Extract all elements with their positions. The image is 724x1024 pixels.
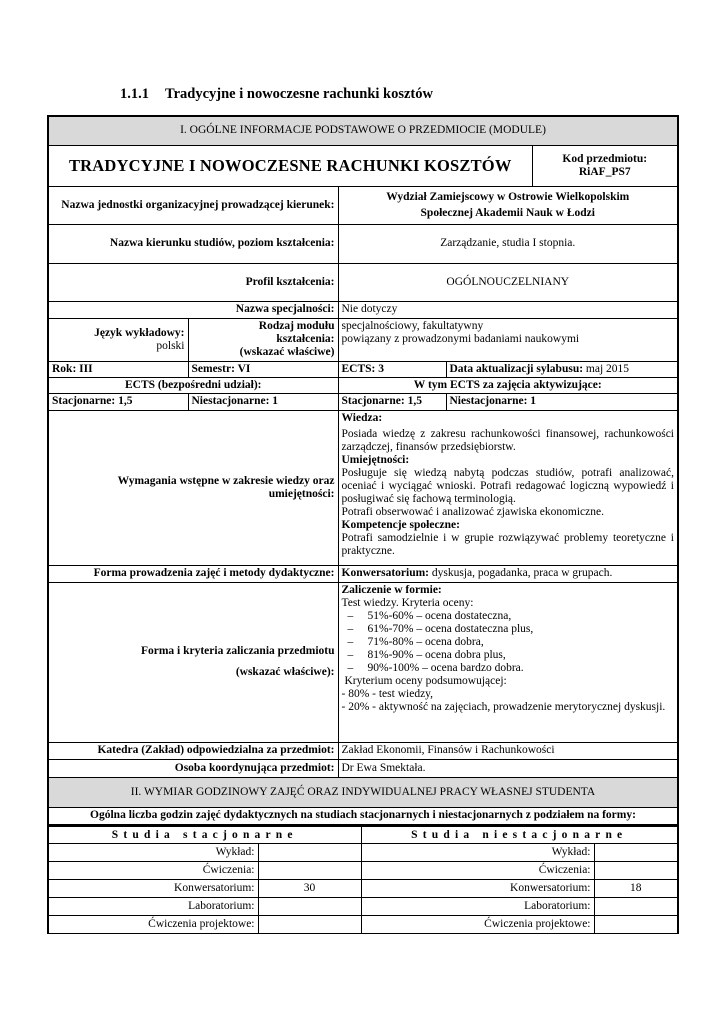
course-code-value: RiAF_PS7 — [578, 165, 631, 178]
ects-direct-stac: Stacjonarne: 1,5 — [48, 393, 188, 410]
module-type-value-line2: powiązany z prowadzonymi badaniami naukowymi — [341, 332, 580, 345]
language-label: Język wykładowy: — [94, 326, 185, 339]
hours-label-niestac: Ćwiczenia projektowe: — [361, 916, 594, 934]
year: Rok: III — [48, 361, 188, 377]
syllabus-table-wrapper — [47, 115, 677, 934]
module-type-value — [338, 318, 678, 361]
criteria-label — [48, 582, 338, 742]
hours-label-stac: Wykład: — [48, 844, 258, 862]
weight-test: - 80% - test wiedzy, — [341, 687, 434, 700]
form-value-text: dyskusja, pogadanka, praca w grupach. — [431, 567, 613, 579]
coordinator-value: Dr Ewa Smektała. — [338, 759, 678, 777]
hours-label-stac: Laboratorium: — [48, 898, 258, 916]
hours-value-niestac — [594, 898, 678, 916]
grade-item: – 61%-70% – ocena dostateczna plus, — [344, 623, 675, 636]
unit-value-line2: Społecznej Akademii Nauk w Łodzi — [420, 206, 595, 219]
department-label: Katedra (Zakład) odpowiedzialna za przedmiot: — [48, 742, 338, 759]
hours-subheader: Ogólna liczba godzin zajęć dydaktycznych na studiach stacjonarnych i niestacjonarnych z podziałem na formy: — [48, 807, 678, 825]
knowledge-heading: Wiedza: — [341, 411, 383, 424]
unit-value — [338, 186, 678, 224]
course-code — [532, 145, 678, 186]
module-type-label — [188, 318, 338, 361]
final-criteria: Kryterium oceny podsumowującej: — [344, 674, 507, 687]
hours-value-niestac — [594, 862, 678, 880]
section-number: 1.1.1 — [120, 86, 149, 102]
language-value: polski — [156, 339, 185, 352]
grade-list — [342, 610, 675, 675]
prereq-label — [48, 410, 338, 565]
module-type-label-line2: kształcenia: — [276, 333, 335, 345]
social-heading: Kompetencje społeczne: — [341, 518, 460, 531]
hours-label-stac: Konwersatorium: — [48, 880, 258, 898]
grade-item: – 51%-60% – ocena dostateczna, — [344, 610, 675, 623]
hours-table — [47, 826, 679, 934]
grade-item: – 90%-100% – ocena bardzo dobra. — [344, 662, 675, 675]
prereq-content — [338, 410, 678, 565]
criteria-heading: Zaliczenie w formie: — [341, 583, 442, 596]
specialty-label: Nazwa specjalności: — [48, 301, 338, 318]
module-type-label-line3: (wskazać właściwe) — [239, 346, 335, 358]
criteria-label-line1: Forma i kryteria zaliczania przedmiotu — [140, 645, 335, 657]
criteria-label-line2: (wskazać właściwe): — [235, 666, 335, 678]
ects-direct-header: ECTS (bezpośredni udział): — [48, 377, 338, 393]
prereq-label-line1: Wymagania wstępne w zakresie wiedzy oraz — [117, 474, 335, 487]
hours-value-stac — [258, 844, 361, 862]
update-value: maj 2015 — [585, 362, 630, 375]
profile-label: Profil kształcenia: — [48, 263, 338, 301]
prereq-label-line2: umiejętności: — [268, 487, 335, 500]
syllabus-table — [47, 115, 679, 826]
hours-label-stac: Ćwiczenia: — [48, 862, 258, 880]
department-value: Zakład Ekonomii, Finansów i Rachunkowości — [338, 742, 678, 759]
hours-value-niestac — [594, 844, 678, 862]
section1-header: I. OGÓLNE INFORMACJE PODSTAWOWE O PRZEDMIOCIE (MODULE) — [48, 116, 678, 145]
ects-direct-niestac: Niestacjonarne: 1 — [188, 393, 338, 410]
skills-heading: Umiejętności: — [341, 453, 410, 466]
coordinator-label: Osoba koordynująca przedmiot: — [48, 759, 338, 777]
niestac-header: Studia niestacjonarne — [361, 827, 678, 844]
grade-item: – 71%-80% – ocena dobra, — [344, 636, 675, 649]
hours-label-niestac: Wykład: — [361, 844, 594, 862]
ects-active-niestac: Niestacjonarne: 1 — [446, 393, 678, 410]
language-cell — [48, 318, 188, 361]
unit-value-line1: Wydział Zamiejscowy w Ostrowie Wielkopolskim — [386, 190, 630, 203]
semester: Semestr: VI — [188, 361, 338, 377]
hours-value-stac — [258, 862, 361, 880]
section-heading — [120, 86, 433, 103]
hours-label-niestac: Konwersatorium: — [361, 880, 594, 898]
course-code-label: Kod przedmiotu: — [562, 152, 648, 165]
skills-text: Posługuje się wiedzą nabytą podczas studiów, potrafi analizować, oceniać i wyciągać wnioski. Potrafi redagować logiczną wypowiedź i posługiwać się fachową terminologią. — [341, 466, 674, 505]
hours-label-niestac: Ćwiczenia: — [361, 862, 594, 880]
social-text: Potrafi samodzielnie i w grupie rozwiązywać problemy teoretyczne i praktyczne. — [341, 531, 674, 557]
module-type-value-line1: specjalnościowy, fakultatywny — [341, 319, 484, 332]
update-date — [446, 361, 678, 377]
grade-item: – 81%-90% – ocena dobra plus, — [344, 649, 675, 662]
field-value: Zarządzanie, studia I stopnia. — [338, 224, 678, 263]
form-value-bold: Konwersatorium: — [341, 567, 430, 579]
skills-text-2: Potrafi obserwować i analizować zjawiska ekonomiczne. — [341, 505, 604, 518]
ects-active-header: W tym ECTS za zajęcia aktywizujące: — [338, 377, 678, 393]
module-type-label-line1: Rodzaj modułu — [258, 320, 335, 332]
section-title: Tradycyjne i nowoczesne rachunki kosztów — [165, 86, 433, 102]
unit-label: Nazwa jednostki organizacyjnej prowadzącej kierunek: — [48, 186, 338, 224]
update-label: Data aktualizacji sylabusu: — [449, 362, 584, 375]
ects-active-stac: Stacjonarne: 1,5 — [338, 393, 446, 410]
specialty-value: Nie dotyczy — [338, 301, 678, 318]
field-label: Nazwa kierunku studiów, poziom kształcenia: — [48, 224, 338, 263]
hours-value-stac: 30 — [258, 880, 361, 898]
hours-value-stac — [258, 898, 361, 916]
stac-header: Studia stacjonarne — [48, 827, 361, 844]
form-value — [338, 565, 678, 582]
profile-value: OGÓLNOUCZELNIANY — [338, 263, 678, 301]
ects-total: ECTS: 3 — [338, 361, 446, 377]
hours-value-niestac: 18 — [594, 880, 678, 898]
knowledge-text: Posiada wiedzę z zakresu rachunkowości finansowej, rachunkowości zarządczej, finansów przedsiębiorstw. — [341, 427, 674, 453]
criteria-content — [338, 582, 678, 742]
criteria-test: Test wiedzy. Kryteria oceny: — [341, 596, 474, 609]
form-label: Forma prowadzenia zajęć i metody dydaktyczne: — [48, 565, 338, 582]
section2-header: II. WYMIAR GODZINOWY ZAJĘĆ ORAZ INDYWIDUALNEJ PRACY WŁASNEJ STUDENTA — [48, 777, 678, 807]
hours-label-niestac: Laboratorium: — [361, 898, 594, 916]
hours-value-niestac — [594, 916, 678, 934]
course-title: TRADYCYJNE I NOWOCZESNE RACHUNKI KOSZTÓW — [48, 145, 532, 186]
hours-value-stac — [258, 916, 361, 934]
weight-activity: - 20% - aktywność na zajęciach, prowadzenie merytorycznej dyskusji. — [341, 700, 666, 713]
hours-label-stac: Ćwiczenia projektowe: — [48, 916, 258, 934]
